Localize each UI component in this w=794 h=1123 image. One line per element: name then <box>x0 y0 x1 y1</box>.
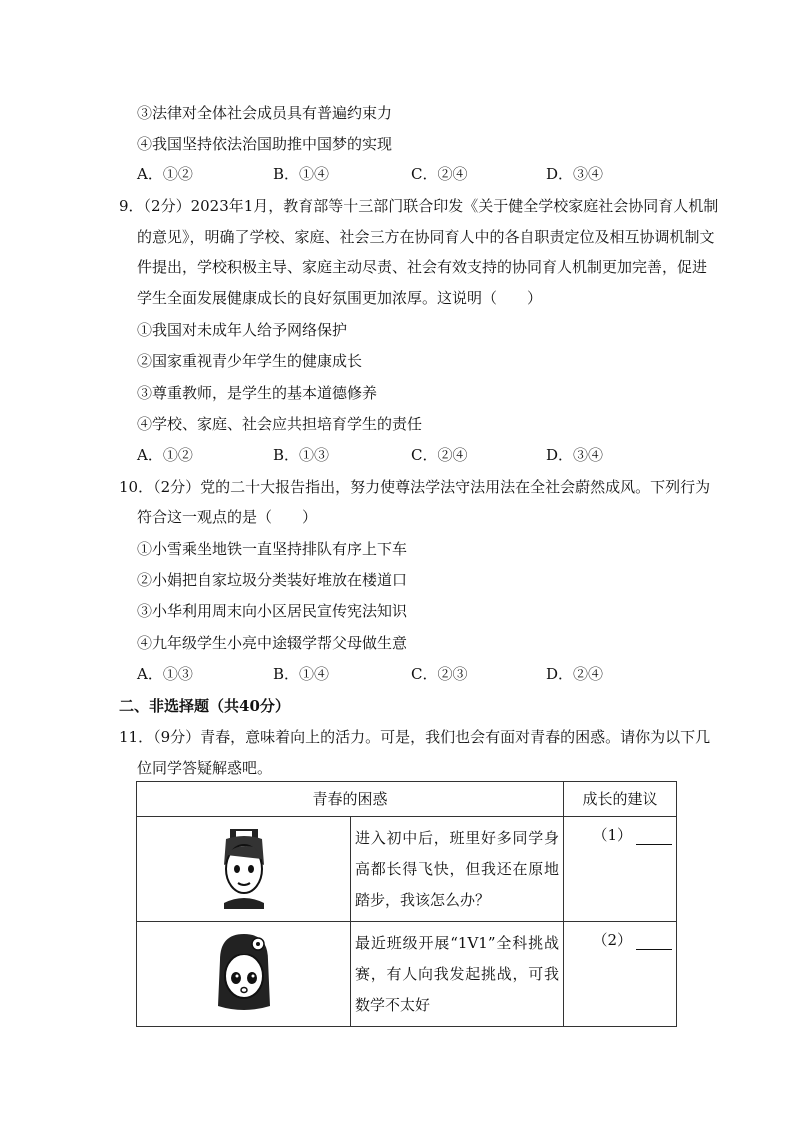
q9-statement-3: ③尊重教师，是学生的基本道德修养 <box>137 384 378 402</box>
q8-option-d: D．③④ <box>546 165 604 183</box>
girl-cartoon-icon <box>212 930 276 1014</box>
q9-stem-line-1: 9．（2分）2023年1月，教育部等十三部门联合印发《关于健全学校家庭社会协同育人机制 <box>119 197 719 215</box>
table-header-confusion: 青春的困惑 <box>137 782 564 817</box>
row1-answer-blank[interactable] <box>636 828 672 845</box>
row2-advice-cell <box>564 922 677 1027</box>
q9-option-b: B．①③ <box>273 446 330 464</box>
q8-option-b: B．①④ <box>273 165 330 183</box>
q10-stem-line-1: 10．（2分）党的二十大报告指出，努力使尊法学法守法用法在全社会蔚然成风。下列行为 <box>119 478 711 496</box>
q11-stem-line-1: 11．（9分）青春，意味着向上的活力。可是，我们也会有面对青春的困惑。请你为以下几 <box>119 728 711 746</box>
row1-blank-label: （1） <box>592 826 633 844</box>
q11-stem-line-2: 位同学答疑解惑吧。 <box>137 759 273 777</box>
q10-option-a: A．①③ <box>137 665 193 683</box>
q10-option-c: C．②③ <box>411 665 468 683</box>
q8-option-a: A．①② <box>137 165 193 183</box>
row2-confusion-text: 最近班级开展“1V1”全科挑战赛，有人向我发起挑战，可我数学不太好 <box>351 922 564 1027</box>
row1-advice-cell <box>564 817 677 922</box>
q8-option-c: C．②④ <box>411 165 468 183</box>
q10-option-d: D．②④ <box>546 665 604 683</box>
q8-statement-4: ④我国坚持依法治国助推中国梦的实现 <box>137 135 393 153</box>
q10-stem-line-2: 符合这一观点的是（ ） <box>137 508 318 526</box>
q10-statement-4: ④九年级学生小亮中途辍学帮父母做生意 <box>137 634 408 652</box>
table-header-advice: 成长的建议 <box>564 782 677 817</box>
q9-stem-line-2: 的意见》，明确了学校、家庭、社会三方在协同育人中的各自职责定位及相互协调机制文 <box>137 228 715 246</box>
q10-statement-1: ①小雪乘坐地铁一直坚持排队有序上下车 <box>137 540 408 558</box>
row1-illustration-cell <box>137 817 351 922</box>
table-row <box>137 922 677 1027</box>
row2-answer-blank[interactable] <box>636 933 672 950</box>
q9-statement-4: ④学校、家庭、社会应共担培育学生的责任 <box>137 415 423 433</box>
q9-statement-1: ①我国对未成年人给予网络保护 <box>137 321 348 339</box>
q10-option-b: B．①④ <box>273 665 330 683</box>
section-title: 二、非选择题（共40分） <box>119 697 290 715</box>
q10-statement-2: ②小娟把自家垃圾分类装好堆放在楼道口 <box>137 571 408 589</box>
boy-cartoon-icon <box>214 825 274 909</box>
q9-option-c: C．②④ <box>411 446 468 464</box>
q9-option-a: A．①② <box>137 446 193 464</box>
row2-illustration-cell <box>137 922 351 1027</box>
q9-statement-2: ②国家重视青少年学生的健康成长 <box>137 352 363 370</box>
table-row <box>137 817 677 922</box>
row1-confusion-text: 进入初中后，班里好多同学身高都长得飞快，但我还在原地踏步，我该怎么办？ <box>351 817 564 922</box>
q9-option-d: D．③④ <box>546 446 604 464</box>
q11-table <box>136 781 677 1027</box>
row2-blank-label: （2） <box>592 931 633 949</box>
q9-stem-line-4: 学生全面发展健康成长的良好氛围更加浓厚。这说明（ ） <box>137 289 543 307</box>
q9-stem-line-3: 件提出，学校积极主导、家庭主动尽责、社会有效支持的协同育人机制更加完善，促进 <box>137 258 708 276</box>
q10-statement-3: ③小华利用周末向小区居民宣传宪法知识 <box>137 602 408 620</box>
q8-statement-3: ③法律对全体社会成员具有普遍约束力 <box>137 104 393 122</box>
